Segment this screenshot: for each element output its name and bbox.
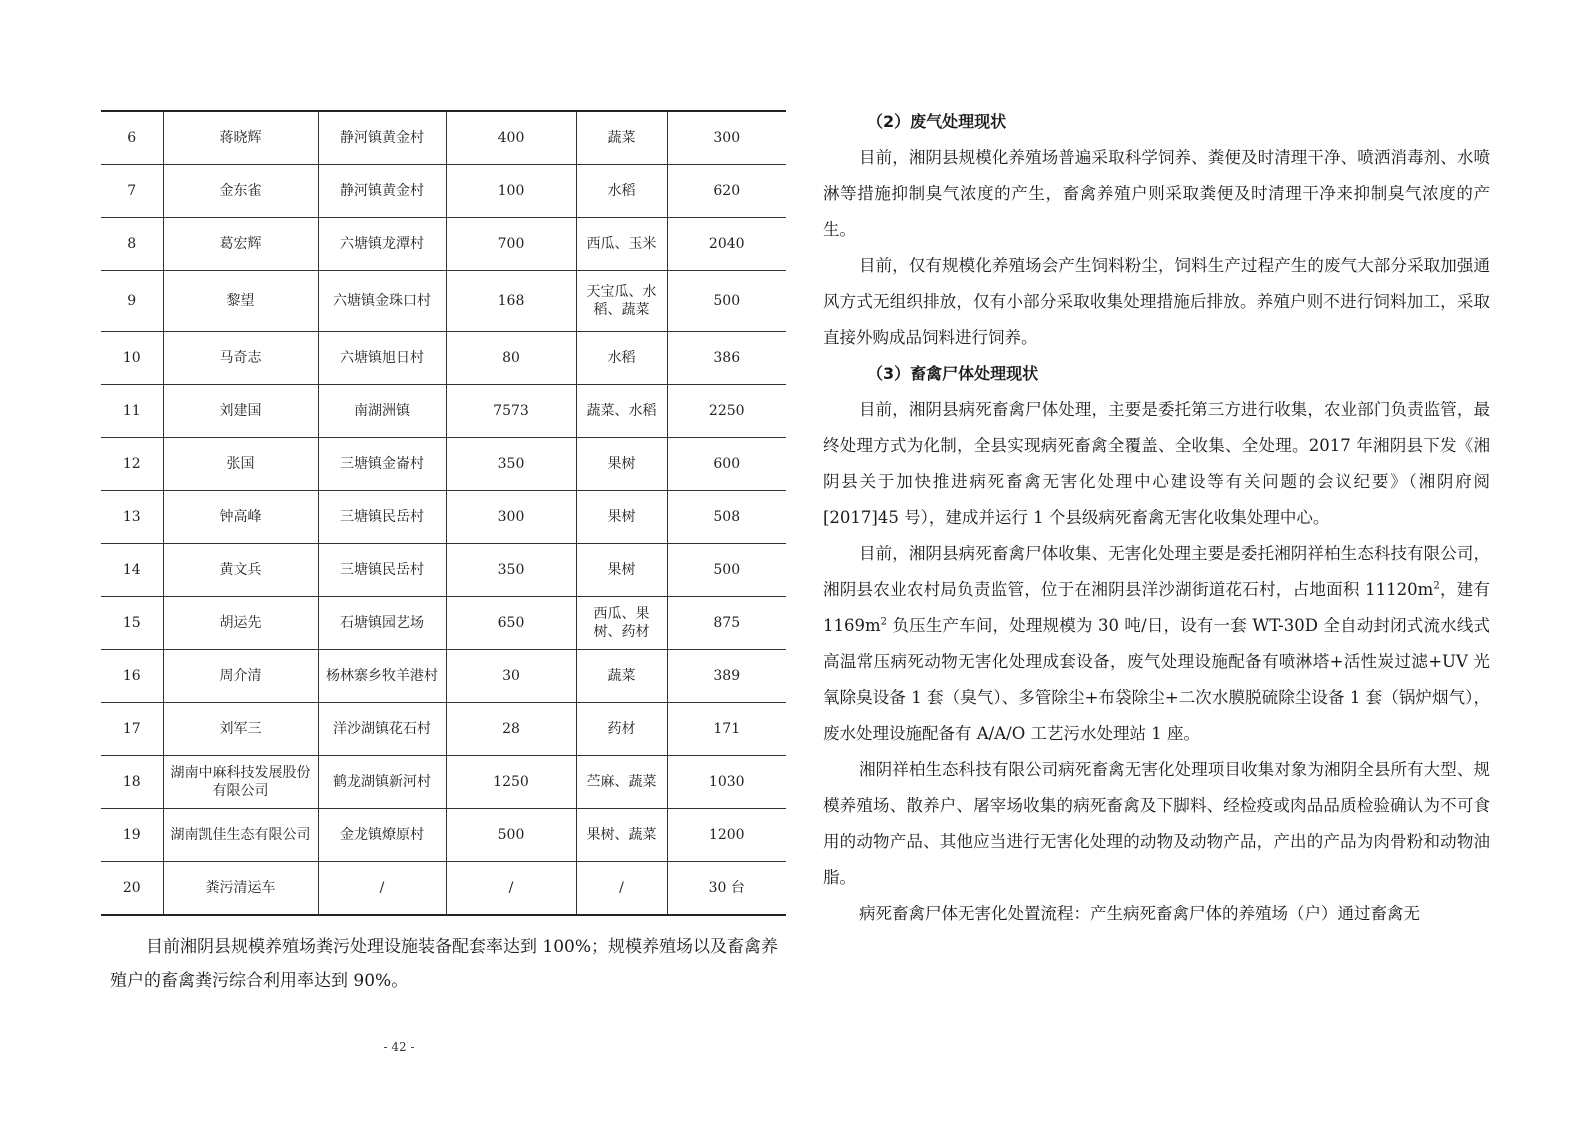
- cell-location: 三塘镇民岳村: [318, 544, 446, 597]
- superscript-2: 2: [880, 616, 888, 628]
- cell-area: 171: [667, 703, 786, 756]
- table-row: [101, 491, 786, 544]
- cell-area: 386: [667, 332, 786, 385]
- table-row: [101, 111, 786, 165]
- cell-number: 12: [101, 438, 163, 491]
- table-row: [101, 597, 786, 650]
- cell-area: 2250: [667, 385, 786, 438]
- cell-area: 508: [667, 491, 786, 544]
- cell-name: 粪污清运车: [163, 862, 318, 916]
- table-row: [101, 650, 786, 703]
- cell-location: 三塘镇金崙村: [318, 438, 446, 491]
- cell-area: 1200: [667, 809, 786, 862]
- cell-crop: 水稻: [576, 332, 667, 385]
- cell-name: 刘建国: [163, 385, 318, 438]
- cell-crop: 药材: [576, 703, 667, 756]
- cell-scale: 30: [446, 650, 576, 703]
- cell-name: 周介清: [163, 650, 318, 703]
- p4-part-a: 目前，湘阴县病死畜禽尸体收集、无害化处理主要是委托湘阴祥柏生态科技有限公司，湘阴县农业农村局负责监管，位于在湘阴县洋沙湖街道花石村，占地面积 11120m: [823, 544, 1490, 599]
- cell-name: 黎望: [163, 271, 318, 332]
- heading-waste-gas: （2）废气处理现状: [867, 112, 1007, 131]
- cell-number: 8: [101, 218, 163, 271]
- farm-table: [101, 110, 786, 916]
- cell-scale: 7573: [446, 385, 576, 438]
- cell-number: 13: [101, 491, 163, 544]
- cell-location: 南湖洲镇: [318, 385, 446, 438]
- p4-part-b: ，建有 1169m: [823, 580, 1490, 635]
- paragraph-carcass-3: 湘阴祥柏生态科技有限公司病死畜禽无害化处理项目收集对象为湘阴全县所有大型、规模养殖场、散养户、屠宰场收集的病死畜禽及下脚料、经检疫或肉品品质检验确认为不可食用的动物产品、其他应当进行无害化处理的动物及动物产品，产出的产品为肉骨粉和动物油脂。: [823, 760, 1490, 887]
- cell-scale: 80: [446, 332, 576, 385]
- cell-number: 17: [101, 703, 163, 756]
- cell-crop: 蔬菜、水稻: [576, 385, 667, 438]
- table-row: [101, 703, 786, 756]
- table-row: [101, 809, 786, 862]
- cell-scale: 650: [446, 597, 576, 650]
- cell-location: 六塘镇金珠口村: [318, 271, 446, 332]
- cell-location: 三塘镇民岳村: [318, 491, 446, 544]
- cell-name: 湖南中麻科技发展股份有限公司: [163, 756, 318, 809]
- cell-area: 1030: [667, 756, 786, 809]
- cell-number: 20: [101, 862, 163, 916]
- paragraph-waste-gas-2: 目前，仅有规模化养殖场会产生饲料粉尘，饲料生产过程产生的废气大部分采取加强通风方式无组织排放，仅有小部分采取收集处理措施后排放。养殖户则不进行饲料加工，采取直接外购成品饲料进行饲养。: [823, 256, 1490, 347]
- right-column: [823, 104, 1490, 932]
- cell-location: 金龙镇燎原村: [318, 809, 446, 862]
- farm-table-body: [101, 111, 786, 915]
- cell-number: 16: [101, 650, 163, 703]
- cell-scale: 350: [446, 544, 576, 597]
- paragraph-carcass-1: 目前，湘阴县病死畜禽尸体处理，主要是委托第三方进行收集，农业部门负责监管，最终处理方式为化制，全县实现病死畜禽全覆盖、全收集、全处理。2017 年湘阴县下发《湘阴县关于加快推进病死畜禽无害化处理中心建设等有关问题的会议纪要》（湘阴府阅[2017]45 号），建成并运行 1 个县级病死畜禽无害化收集处理中心。: [823, 400, 1490, 527]
- cell-number: 11: [101, 385, 163, 438]
- cell-crop: 果树: [576, 438, 667, 491]
- cell-number: 10: [101, 332, 163, 385]
- cell-crop: 西瓜、果树、药材: [576, 597, 667, 650]
- cell-location: /: [318, 862, 446, 916]
- cell-number: 15: [101, 597, 163, 650]
- cell-scale: 700: [446, 218, 576, 271]
- cell-name: 钟高峰: [163, 491, 318, 544]
- table-row: [101, 438, 786, 491]
- cell-crop: /: [576, 862, 667, 916]
- paragraph-waste-gas-1: 目前，湘阴县规模化养殖场普遍采取科学饲养、粪便及时清理干净、喷洒消毒剂、水喷淋等措施抑制臭气浓度的产生，畜禽养殖户则采取粪便及时清理干净来抑制臭气浓度的产生。: [823, 148, 1490, 239]
- cell-scale: 168: [446, 271, 576, 332]
- cell-name: 蒋晓辉: [163, 111, 318, 165]
- cell-scale: 300: [446, 491, 576, 544]
- cell-area: 30 台: [667, 862, 786, 916]
- cell-number: 7: [101, 165, 163, 218]
- cell-location: 鹤龙湖镇新河村: [318, 756, 446, 809]
- cell-scale: 350: [446, 438, 576, 491]
- cell-area: 300: [667, 111, 786, 165]
- farm-table-wrapper: [101, 110, 786, 916]
- cell-location: 静河镇黄金村: [318, 165, 446, 218]
- table-row: [101, 756, 786, 809]
- table-row: [101, 385, 786, 438]
- superscript-2: 2: [1433, 580, 1440, 592]
- cell-scale: 28: [446, 703, 576, 756]
- cell-number: 6: [101, 111, 163, 165]
- p4-part-c: 负压生产车间，处理规模为 30 吨/日，设有一套 WT-30D 全自动封闭式流水线式高温常压病死动物无害化处理成套设备，废气处理设施配备有喷淋塔+活性炭过滤+UV 光氧除臭设备 1 套（臭气）、多管除尘+布袋除尘+二次水膜脱硫除尘设备 1 套（锅炉烟气），废水处理设施配备有 A/A/O 工艺污水处理站 1 座。: [823, 616, 1490, 743]
- cell-scale: 500: [446, 809, 576, 862]
- table-row: [101, 165, 786, 218]
- page-number: - 42 -: [383, 1040, 415, 1054]
- cell-area: 389: [667, 650, 786, 703]
- cell-crop: 蔬菜: [576, 650, 667, 703]
- cell-name: 张国: [163, 438, 318, 491]
- cell-area: 500: [667, 544, 786, 597]
- cell-location: 六塘镇旭日村: [318, 332, 446, 385]
- cell-scale: 100: [446, 165, 576, 218]
- cell-location: 石塘镇园艺场: [318, 597, 446, 650]
- table-row: [101, 544, 786, 597]
- cell-area: 600: [667, 438, 786, 491]
- cell-name: 湖南凯佳生态有限公司: [163, 809, 318, 862]
- cell-crop: 果树、蔬菜: [576, 809, 667, 862]
- cell-scale: /: [446, 862, 576, 916]
- cell-name: 马奇志: [163, 332, 318, 385]
- summary-paragraph: 目前湘阴县规模养殖场粪污处理设施装备配套率达到 100%；规模养殖场以及畜禽养殖户的畜禽粪污综合利用率达到 90%。: [110, 937, 779, 991]
- cell-area: 620: [667, 165, 786, 218]
- paragraph-carcass-2: [823, 536, 1490, 752]
- cell-area: 875: [667, 597, 786, 650]
- cell-name: 刘军三: [163, 703, 318, 756]
- cell-number: 9: [101, 271, 163, 332]
- cell-name: 金东雀: [163, 165, 318, 218]
- paragraph-carcass-4: 病死畜禽尸体无害化处置流程：产生病死畜禽尸体的养殖场（户）通过畜禽无: [859, 904, 1420, 923]
- cell-name: 葛宏辉: [163, 218, 318, 271]
- cell-location: 洋沙湖镇花石村: [318, 703, 446, 756]
- table-row: [101, 332, 786, 385]
- cell-crop: 天宝瓜、水稻、蔬菜: [576, 271, 667, 332]
- cell-location: 杨林寨乡牧羊港村: [318, 650, 446, 703]
- table-row: [101, 271, 786, 332]
- cell-crop: 西瓜、玉米: [576, 218, 667, 271]
- cell-crop: 苎麻、蔬菜: [576, 756, 667, 809]
- cell-crop: 水稻: [576, 165, 667, 218]
- cell-location: 六塘镇龙潭村: [318, 218, 446, 271]
- table-row: [101, 218, 786, 271]
- cell-name: 黄文兵: [163, 544, 318, 597]
- cell-crop: 果树: [576, 544, 667, 597]
- cell-crop: 果树: [576, 491, 667, 544]
- cell-number: 19: [101, 809, 163, 862]
- cell-number: 18: [101, 756, 163, 809]
- cell-crop: 蔬菜: [576, 111, 667, 165]
- table-row: [101, 862, 786, 916]
- cell-name: 胡运先: [163, 597, 318, 650]
- cell-number: 14: [101, 544, 163, 597]
- cell-area: 2040: [667, 218, 786, 271]
- cell-location: 静河镇黄金村: [318, 111, 446, 165]
- heading-carcass: （3）畜禽尸体处理现状: [867, 364, 1039, 383]
- cell-scale: 1250: [446, 756, 576, 809]
- cell-scale: 400: [446, 111, 576, 165]
- cell-area: 500: [667, 271, 786, 332]
